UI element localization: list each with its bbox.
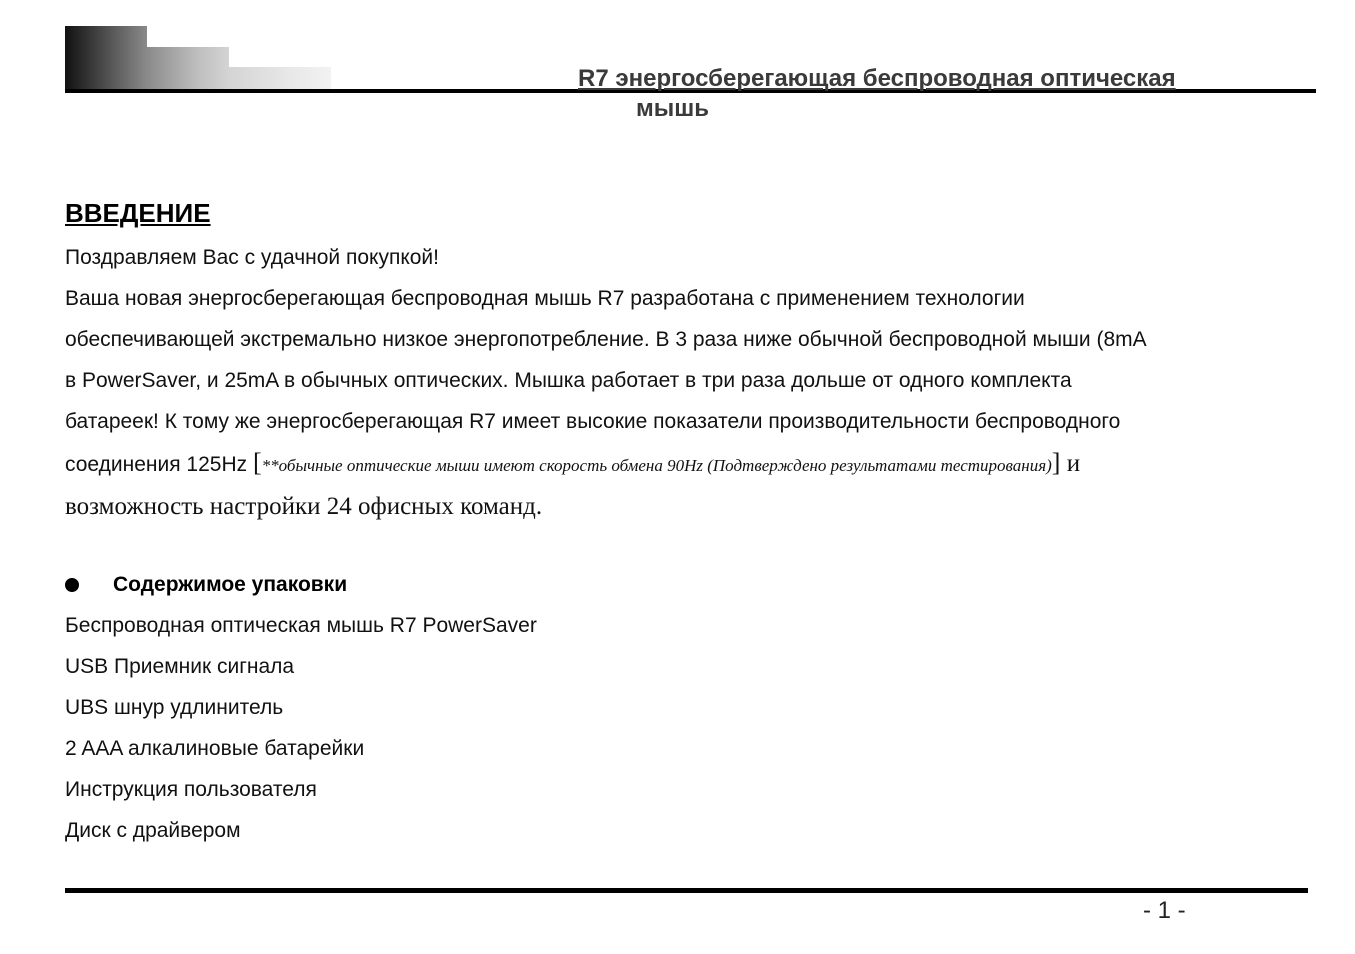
package-heading: Содержимое упаковки bbox=[113, 573, 348, 596]
intro-line-5-start: соединения 125Hz bbox=[65, 453, 253, 476]
header-logo-block-light bbox=[229, 67, 331, 89]
intro-line-4: батареек! К тому же энергосберегающая R7 имеет высокие показатели производительности беспроводного bbox=[65, 410, 1121, 433]
list-item: 2 AAA алкалиновые батарейки bbox=[65, 737, 365, 760]
bullet-dot-icon bbox=[65, 578, 79, 592]
document-title-line2: мышь bbox=[636, 95, 710, 122]
footer-rule bbox=[65, 888, 1308, 893]
document-title-line1: R7 энергосберегающая беспроводная оптическая bbox=[578, 65, 1176, 92]
list-item: USB Приемник сигнала bbox=[65, 655, 295, 678]
list-item: Диск с драйвером bbox=[65, 819, 241, 842]
intro-greeting: Поздравляем Вас с удачной покупкой! bbox=[65, 246, 439, 269]
intro-line-5-end: и bbox=[1060, 450, 1081, 477]
intro-heading: ВВЕДЕНИЕ bbox=[65, 198, 211, 228]
list-item: Беспроводная оптическая мышь R7 PowerSaver bbox=[65, 614, 537, 637]
intro-footnote: **обычные оптические мыши имеют скорость обмена 90Hz (Подтверждено результатами тестирования) bbox=[261, 456, 1052, 475]
intro-line-6: возможность настройки 24 офисных команд. bbox=[65, 493, 543, 520]
document-title bbox=[578, 64, 1278, 124]
package-heading-row bbox=[65, 568, 347, 602]
header-logo-block-mid bbox=[147, 47, 229, 89]
intro-line-3: в PowerSaver, и 25mA в обычных оптических. Мышка работает в три раза дольше от одного комплекта bbox=[65, 369, 1072, 392]
intro-line-2: обеспечивающей экстремально низкое энергопотребление. В 3 раза ниже обычной беспроводной мыши (8mA bbox=[65, 328, 1147, 351]
intro-paragraph bbox=[65, 237, 1315, 527]
package-contents-list bbox=[65, 605, 537, 851]
header-logo-block-dark bbox=[65, 26, 147, 89]
footnote-bracket-close: ] bbox=[1051, 448, 1061, 477]
intro-line-1: Ваша новая энергосберегающая беспроводная мышь R7 разработана с применением технологии bbox=[65, 287, 1025, 310]
list-item: UBS шнур удлинитель bbox=[65, 696, 284, 719]
footnote-bracket-open: [ bbox=[252, 448, 262, 477]
intro-line-5 bbox=[65, 442, 1315, 486]
list-item: Инструкция пользователя bbox=[65, 778, 317, 801]
page-number: - 1 - bbox=[1143, 897, 1186, 924]
